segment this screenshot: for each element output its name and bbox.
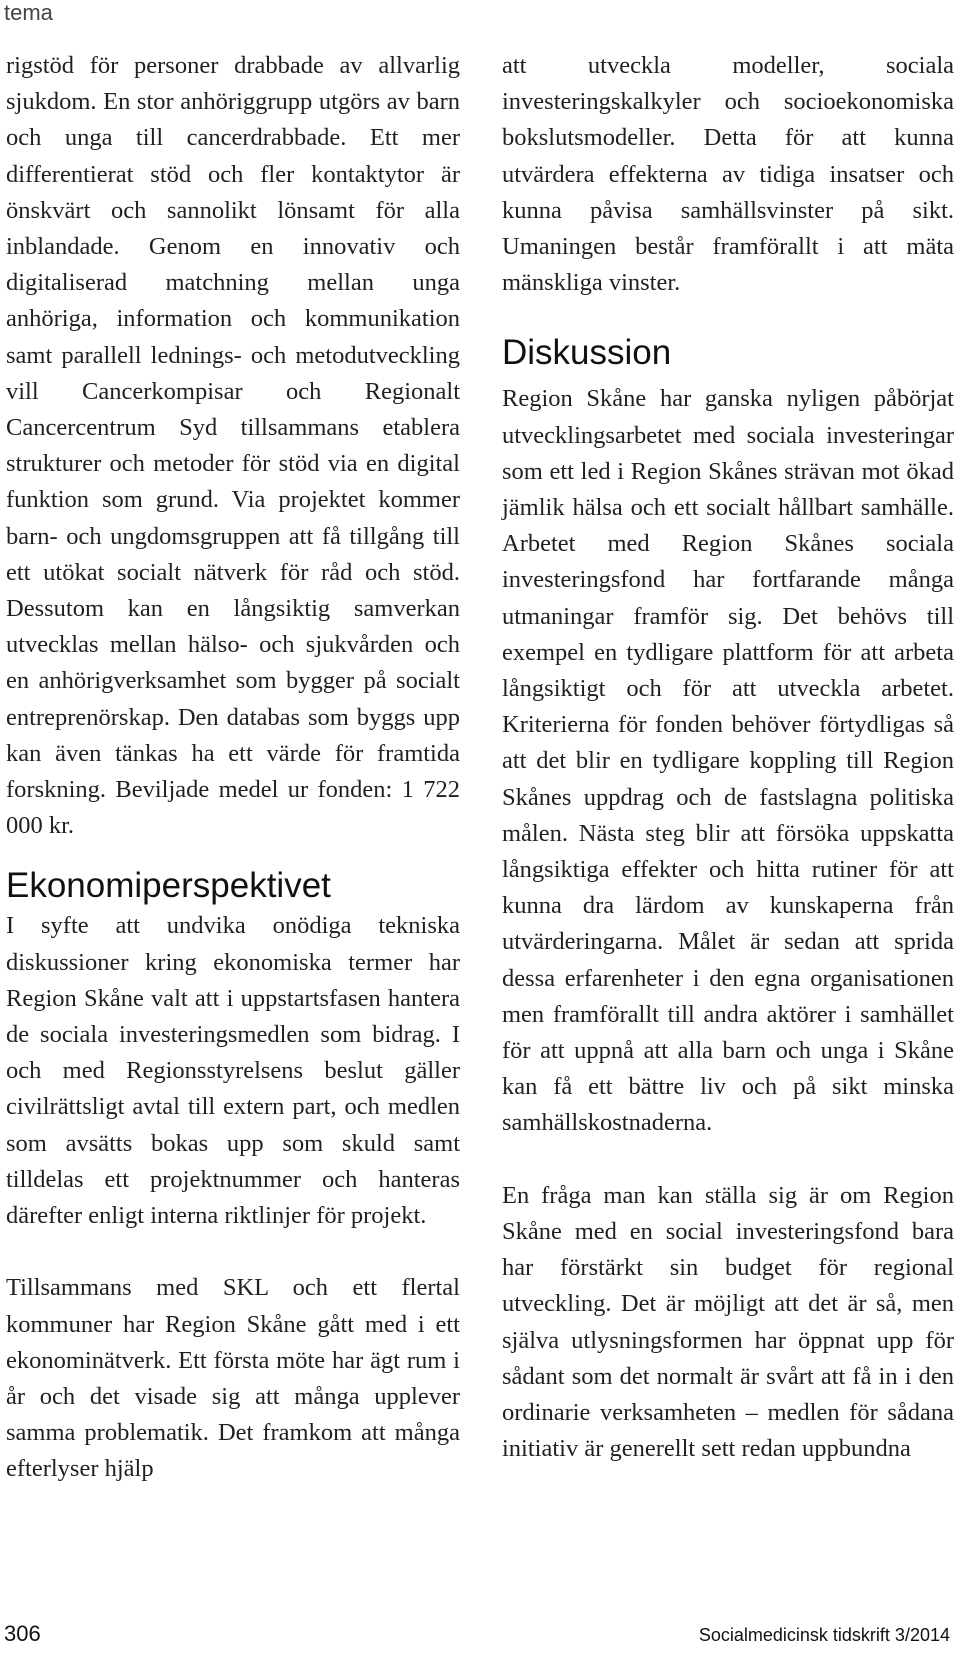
section-tag: tema	[4, 0, 53, 25]
page-number: 306	[4, 1621, 41, 1646]
journal-name: Socialmedicinsk tidskrift 3/2014	[698, 1625, 950, 1645]
body-paragraph: I syfte att undvika onödiga tekniska diskussioner kring ekonomiska termer har Region Skåne valt att i uppstartsfasen hantera de sociala investeringsmedlen som bidrag. I och med Regionsstyrelsens beslut gäller civilrättsligt avtal till extern part, och medlen som avsätts bokas upp som skuld samt tilldelas ett projektnummer och hanteras därefter enligt interna riktlinjer för projekt.	[6, 912, 460, 1230]
body-paragraph: att utveckla modeller, sociala investeringskalkyler och socioekonomiska bokslutsmodeller. Detta för att kunna utvärdera effekterna av tidiga insatser och kunna påvisa samhällsvinster på sikt. Umaningen består framförallt i att mäta mänskliga vinster.	[502, 52, 954, 297]
left-column	[6, 48, 460, 1488]
section-heading: Ekonomiperspektivet	[6, 866, 331, 906]
section-heading: Diskussion	[502, 333, 672, 373]
right-column	[502, 48, 954, 1467]
body-paragraph: En fråga man kan ställa sig är om Region Skåne med en social investeringsfond bara har förstärkt sin budget för regional utveckling. Det är möjligt att det är så, men själva utlysningsformen har öppnat upp för sådant som det normalt är svårt att få in i den ordinarie verksamheten – medlen för sådana initiativ är generellt sett redan uppbundna	[502, 1181, 954, 1463]
body-paragraph: Tillsammans med SKL och ett flertal kommuner har Region Skåne gått med i ett ekonominätverk. Ett första möte har ägt rum i år och det visade sig att många upplever samma problematik. Det framkom att många efterlyser hjälp	[6, 1274, 460, 1483]
body-paragraph: Region Skåne har ganska nyligen påbörjat utvecklingsarbetet med sociala investeringar som ett led i Region Skånes strävan mot ökad jämlik hälsa och ett socialt hållbart samhälle. Arbetet med Region Skånes sociala investeringsfond har fortfarande många utmaningar framför sig. Det behövs till exempel en tydligare plattform för att arbeta långsiktigt och för att utveckla arbetet. Kriterierna för fonden behöver förtydligas så att det blir en tydligare koppling till Region Skånes uppdrag och de fastslagna politiska målen. Nästa steg blir att försöka uppskatta långsiktiga effekter och hitta rutiner för att kunna dra lärdom av kunskaperna från utvärderingarna. Målet är sedan att sprida dessa erfarenheter i den egna organisationen men framförallt till andra aktörer i samhället för att uppnå att alla barn och unga i Skåne kan få ett bättre liv och på sikt minska samhällskostnaderna.	[502, 385, 954, 1137]
body-paragraph: rigstöd för personer drabbade av allvarlig sjukdom. En stor anhöriggrupp utgörs av barn och unga till cancerdrabbade. Ett mer differentierat stöd och fler kontaktytor är önskvärt och sannolikt lönsamt för alla inblandade. Genom en innovativ och digitaliserad matchning mellan unga anhöriga, information och kommunikation samt parallell lednings- och metodutveckling vill Cancerkompisar och Regionalt Cancercentrum Syd tillsammans etablera strukturer och metoder för stöd via en digital funktion som grund. Via projektet kommer barn- och ungdomsgruppen att få tillgång till ett utökat socialt nätverk för råd och stöd. Dessutom kan en långsiktig samverkan utvecklas mellan hälso- och sjukvården och en anhörigverksamhet som bygger på socialt entreprenörskap. Den databas som byggs upp kan även tänkas ha ett värde för framtida forskning. Beviljade medel ur fonden: 1 722 000 kr.	[6, 52, 460, 840]
